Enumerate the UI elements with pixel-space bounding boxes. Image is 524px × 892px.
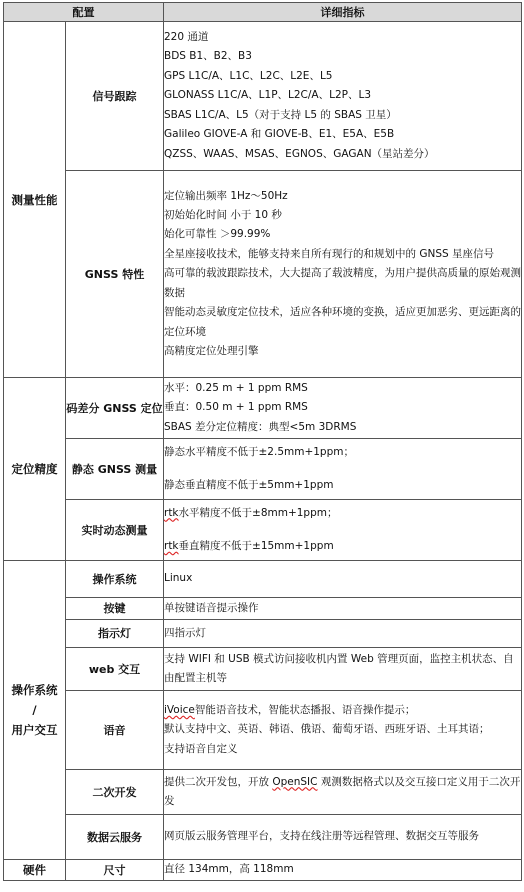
detail-cloud: 网页版云服务管理平台，支持在线注册等远程管理、数据交互等服务 [164, 815, 522, 860]
category-accuracy: 定位精度 [4, 378, 66, 561]
rtk-line: rtk水平精度不低于±8mm+1ppm； [164, 506, 338, 519]
category-os: 操作系统 / 用户交互 [4, 561, 66, 860]
tracking-line: BDS B1、B2、B3 [164, 50, 252, 63]
gnss-line: 初始始化时间 小于 10 秒 [164, 209, 282, 222]
sub-indicator: 指示灯 [66, 620, 164, 648]
tracking-line: GPS L1C/A、L1C、L2C、L2E、L5 [164, 69, 333, 82]
gnss-line: 始化可靠性 ＞99.99% [164, 228, 271, 241]
sub-signal-tracking: 信号跟踪 [66, 22, 164, 171]
opensic-term: OpenSIC [272, 775, 318, 788]
row-rtk [4, 500, 522, 561]
detail-dev: 提供二次开发包，开放 OpenSIC 观测数据格式以及交互接口定义用于二次开发 [164, 770, 522, 815]
tracking-line: Galileo GIOVE-A 和 GIOVE-B、E1、E5A、E5B [164, 128, 395, 141]
row-voice [4, 691, 522, 770]
category-measurement: 测量性能 [4, 22, 66, 378]
row-web [4, 648, 522, 691]
sub-static: 静态 GNSS 测量 [66, 439, 164, 500]
sub-size: 尺寸 [66, 860, 164, 881]
sub-voice: 语音 [66, 691, 164, 770]
row-cloud [4, 815, 522, 860]
detail-web: 支持 WIFI 和 USB 模式访问接收机内置 Web 管理页面，监控主机状态、自由配置主机等 [164, 648, 522, 691]
ivoice-term: iVoice [164, 703, 195, 716]
spec-sheet [3, 2, 521, 881]
row-dev [4, 770, 522, 815]
row-buttons [4, 598, 522, 620]
detail-code-diff [164, 378, 522, 439]
detail-static [164, 439, 522, 500]
code-diff-line: 垂直：0.50 m + 1 ppm RMS [164, 401, 308, 414]
detail-size: 直径 134mm，高 118mm [164, 860, 522, 881]
sub-dev: 二次开发 [66, 770, 164, 815]
sub-code-diff: 码差分 GNSS 定位 [66, 378, 164, 439]
gnss-line: 高精度定位处理引擎 [164, 344, 259, 357]
header-details: 详细指标 [164, 3, 522, 22]
code-diff-line: SBAS 差分定位精度：典型<5m 3DRMS [164, 420, 357, 433]
detail-voice: iVoice智能语音技术，智能状态播报、语音操作提示； 默认支持中文、英语、韩语、俄语、葡萄牙语、西班牙语、土耳其语； 支持语音自定义 [164, 691, 522, 770]
sub-cloud: 数据云服务 [66, 815, 164, 860]
sub-buttons: 按键 [66, 598, 164, 620]
sub-rtk: 实时动态测量 [66, 500, 164, 561]
detail-signal-tracking [164, 22, 522, 171]
category-hardware: 硬件 [4, 860, 66, 881]
row-indicator [4, 620, 522, 648]
gnss-line: 高可靠的载波跟踪技术，大大提高了载波精度，为用户提供高质量的原始观测数据 [164, 267, 521, 299]
gnss-line: 全星座接收技术，能够支持来自所有现行的和规划中的 GNSS 星座信号 [164, 247, 494, 260]
header-row [4, 3, 522, 22]
sub-web: web 交互 [66, 648, 164, 691]
detail-gnss-features [164, 171, 522, 378]
static-line: 静态水平精度不低于±2.5mm+1ppm； [164, 445, 354, 458]
gnss-line: 定位输出频率 1Hz～50Hz [164, 189, 288, 202]
detail-indicator: 四指示灯 [164, 620, 522, 648]
tracking-line: 220 通道 [164, 31, 209, 44]
detail-buttons: 单按键语音提示操作 [164, 598, 522, 620]
rtk-line: rtk垂直精度不低于±15mm+1ppm [164, 540, 334, 552]
static-line: 静态垂直精度不低于±5mm+1ppm [164, 479, 334, 491]
detail-os: Linux [164, 561, 522, 598]
tracking-line: GLONASS L1C/A、L1P、L2C/A、L2P、L3 [164, 89, 372, 102]
row-size [4, 860, 522, 881]
header-config: 配置 [4, 3, 164, 22]
row-gnss-features [4, 171, 522, 378]
sub-os: 操作系统 [66, 561, 164, 598]
code-diff-line: 水平：0.25 m + 1 ppm RMS [164, 381, 308, 394]
tracking-line: SBAS L1C/A、L5（对于支持 L5 的 SBAS 卫星） [164, 108, 397, 121]
rtk-term: rtk [164, 506, 179, 519]
row-os [4, 561, 522, 598]
gnss-line: 智能动态灵敏度定位技术，适应各种环境的变换，适应更加恶劣、更远距离的定位环境 [164, 306, 521, 338]
spec-table [3, 2, 522, 881]
tracking-line: QZSS、WAAS、MSAS、EGNOS、GAGAN（星站差分） [164, 147, 435, 160]
sub-gnss-features: GNSS 特性 [66, 171, 164, 378]
row-static [4, 439, 522, 500]
row-code-diff [4, 378, 522, 439]
detail-rtk [164, 500, 522, 561]
rtk-term: rtk [164, 540, 179, 552]
row-signal-tracking [4, 22, 522, 171]
